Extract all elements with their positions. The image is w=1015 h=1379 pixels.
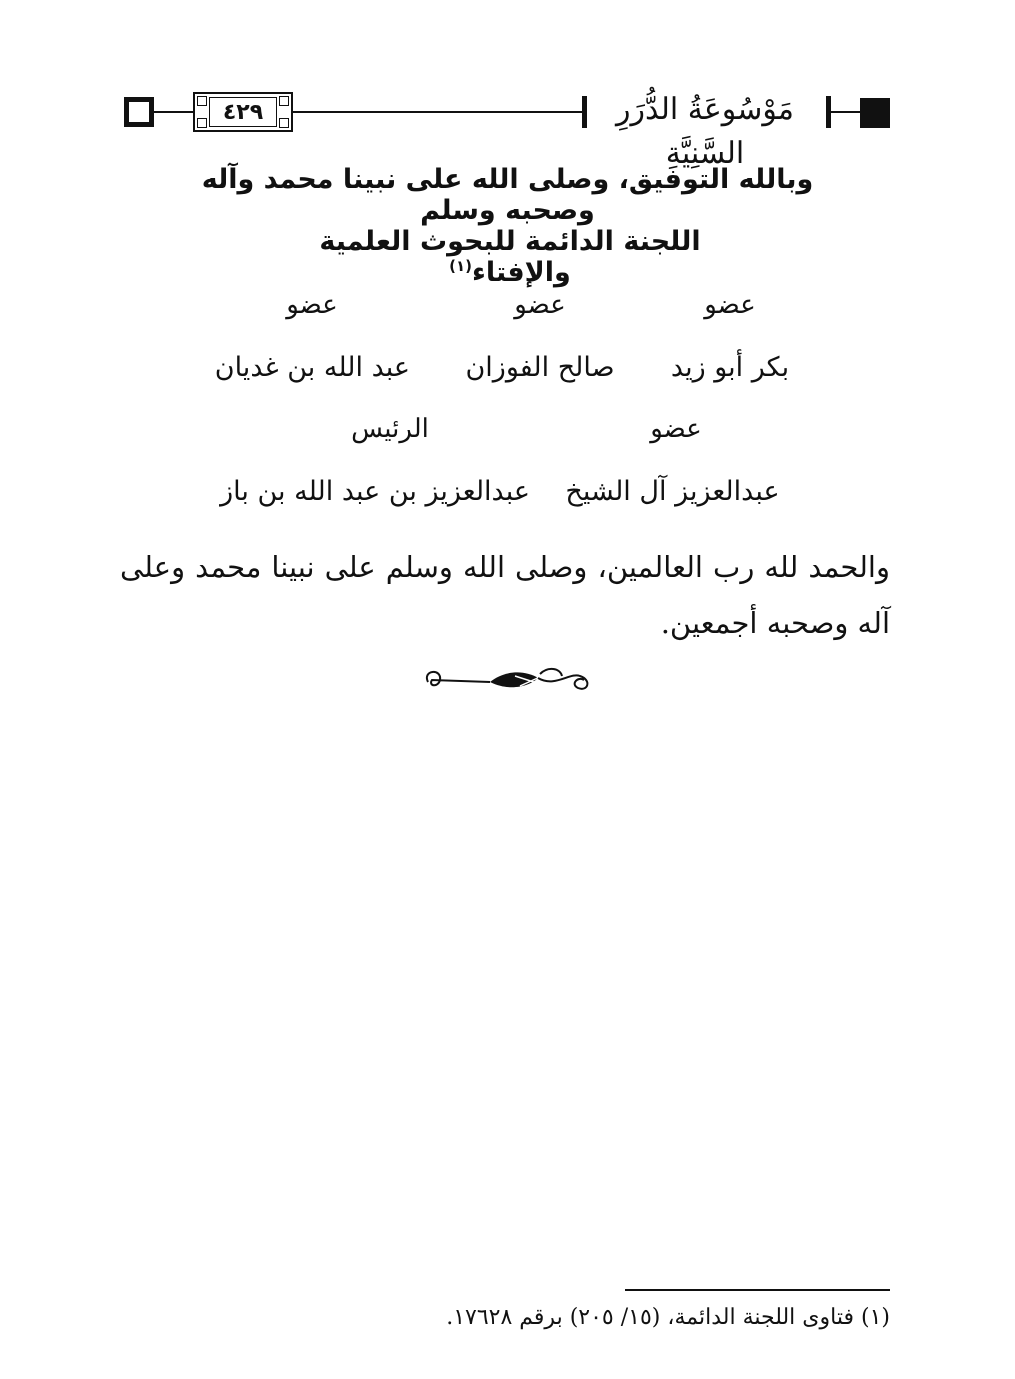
end-ornament-icon — [420, 662, 595, 696]
header-right-square — [860, 98, 890, 128]
page-number: ٤٢٩ — [209, 97, 277, 127]
frame-corner-ornament — [279, 96, 289, 106]
header-rule-middle — [293, 111, 583, 113]
signatory-role: عضو — [286, 290, 338, 320]
frame-corner-ornament — [197, 96, 207, 106]
frame-corner-ornament — [197, 118, 207, 128]
header-rule-left — [154, 111, 194, 113]
signatory-role: الرئيس — [351, 414, 429, 444]
committee-name-text: اللجنة الدائمة للبحوث العلمية والإفتاء — [319, 226, 701, 288]
page-number-frame — [193, 92, 293, 132]
footnote: (١) فتاوى اللجنة الدائمة، (١٥/ ٢٠٥) برقم ١٧٦٢٨. — [446, 1305, 890, 1330]
committee-name — [280, 226, 740, 288]
series-title: مَوْسُوعَةُ الدُّرَرِ السَّنِيَّةِ — [616, 92, 794, 171]
signatory-name: عبد الله بن غديان — [214, 352, 410, 383]
signatory-role: عضو — [650, 414, 702, 444]
signatory-name: بكر أبو زيد — [670, 352, 790, 383]
header-left-square — [124, 97, 154, 127]
frame-corner-ornament — [279, 118, 289, 128]
closing-paragraph-line: والحمد لله رب العالمين، وصلى الله وسلم على نبينا محمد وعلى — [120, 550, 890, 584]
closing-paragraph-line: آله وصحبه أجمعين. — [660, 606, 890, 640]
closing-line: وبالله التوفيق، وصلى الله على نبينا محمد وآله وصحبه وسلم — [201, 164, 814, 226]
footnote-separator — [625, 1289, 890, 1291]
footnote-reference: (١) — [449, 257, 473, 275]
header-bar-left — [582, 96, 587, 128]
signatory-role: عضو — [704, 290, 756, 320]
signatory-role: عضو — [514, 290, 566, 320]
signatory-name: عبدالعزيز آل الشيخ — [565, 476, 780, 507]
signatory-name: عبدالعزيز بن عبد الله بن باز — [220, 476, 530, 507]
header-rule-right — [831, 111, 861, 113]
signatory-name: صالح الفوزان — [465, 352, 615, 383]
